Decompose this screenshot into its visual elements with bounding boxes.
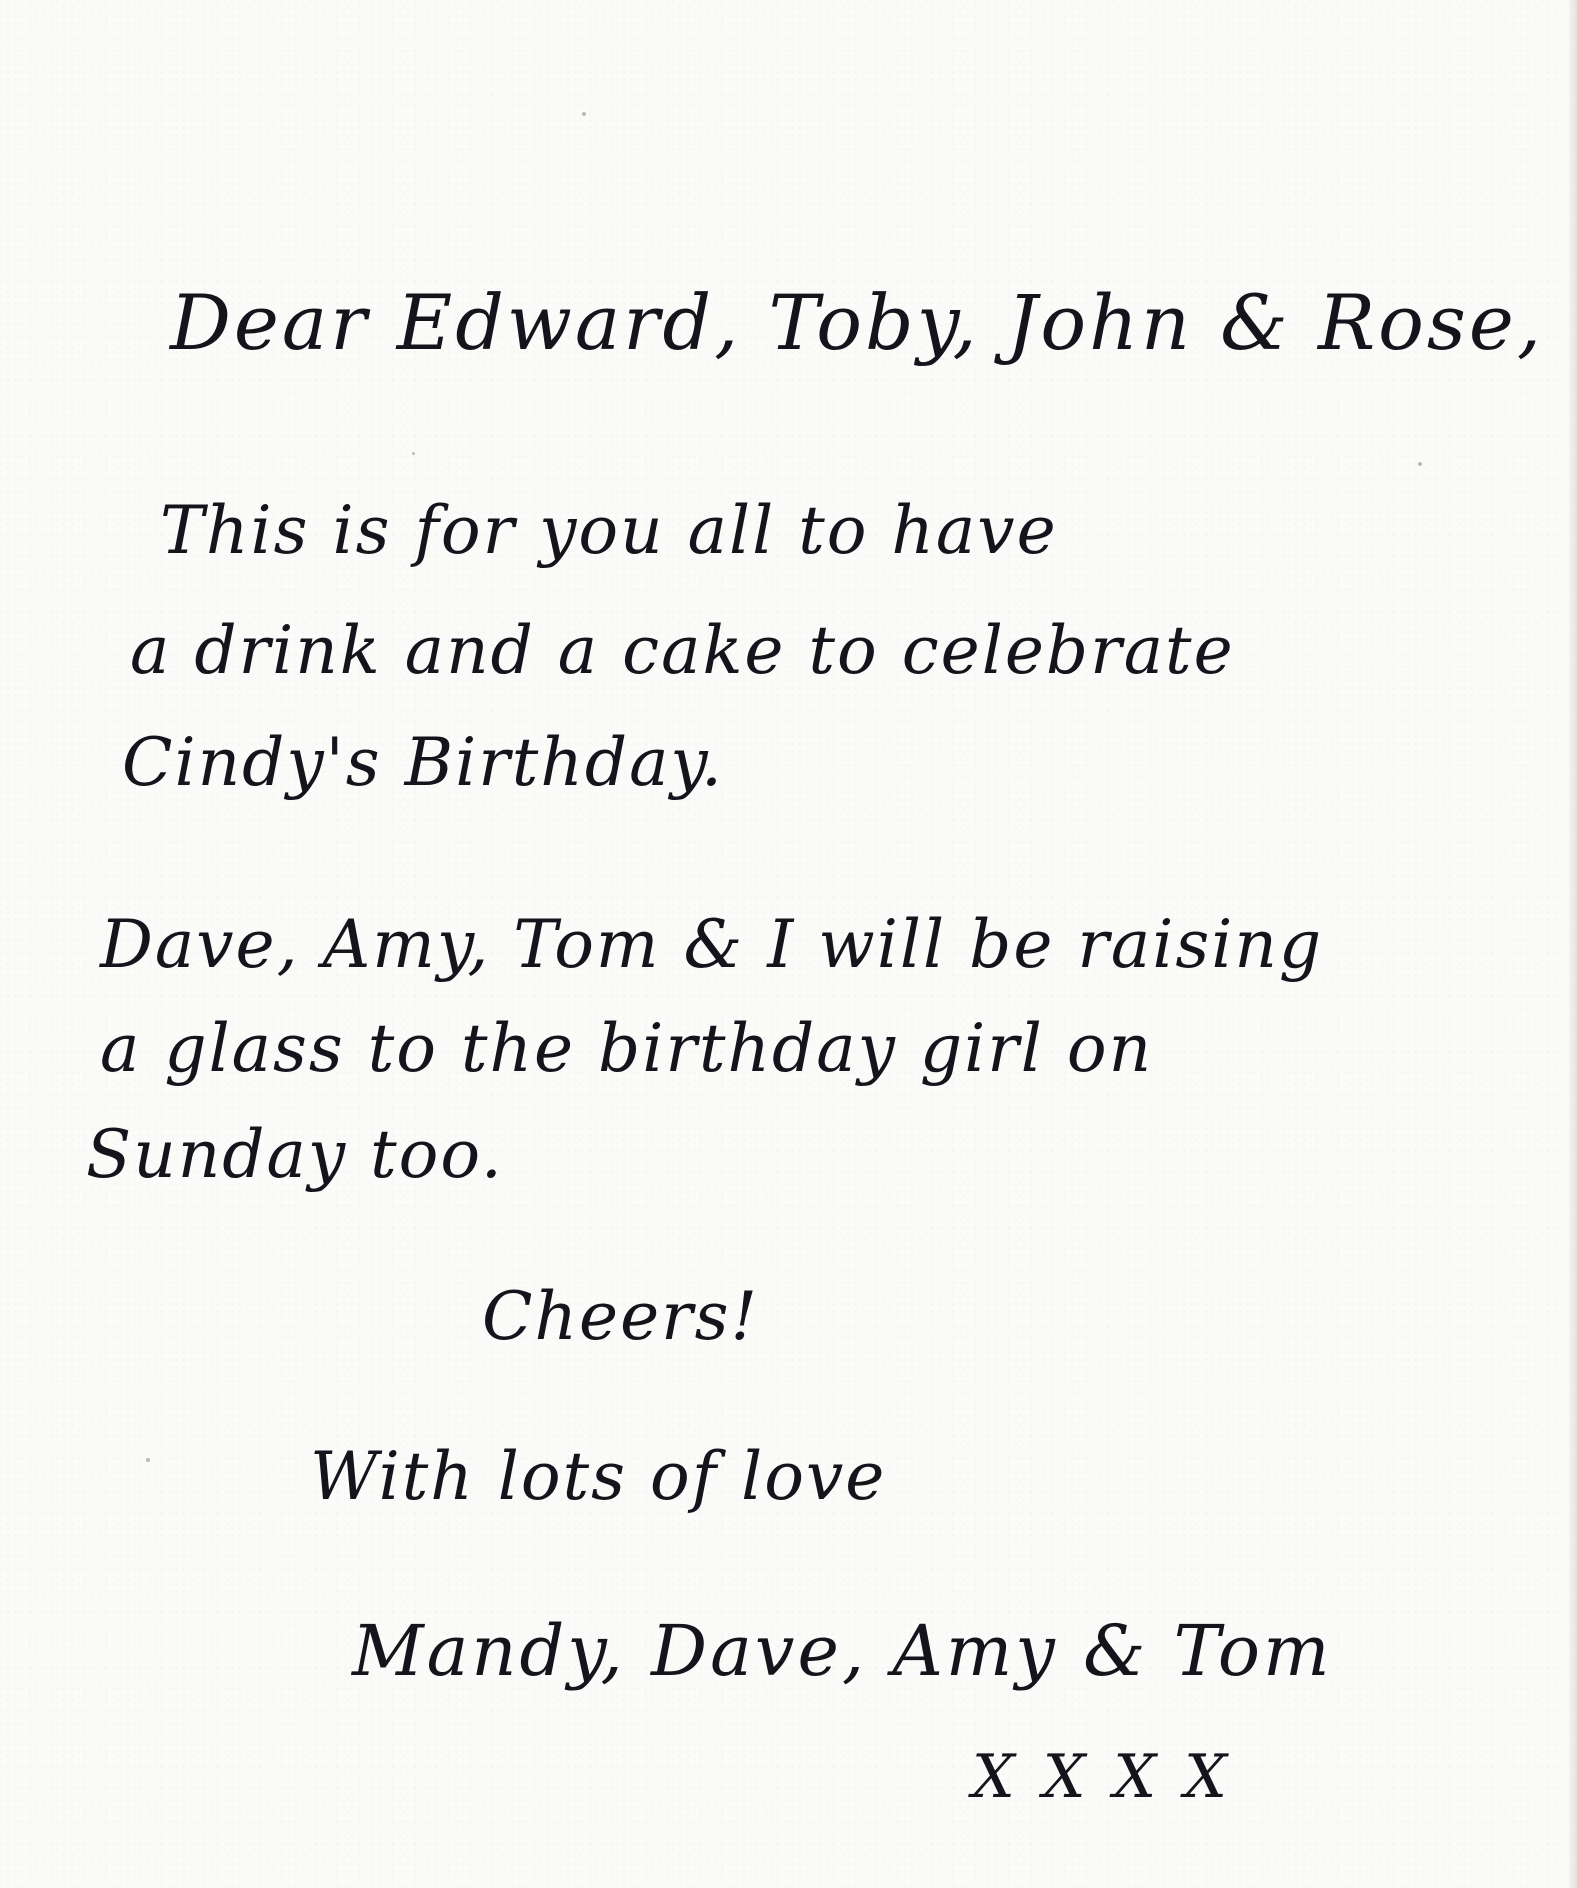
- signature-line: Mandy, Dave, Amy & Tom: [352, 1610, 1333, 1692]
- paragraph1-line-2: a drink and a cake to celebrate: [130, 612, 1235, 689]
- paragraph2-line-2: a glass to the birthday girl on: [100, 1010, 1154, 1087]
- paper-speck: [582, 112, 586, 116]
- paper-speck: [1418, 462, 1422, 466]
- greeting-line: Dear Edward, Toby, John & Rose,: [170, 278, 1545, 367]
- paragraph2-line-3: Sunday too.: [86, 1116, 504, 1193]
- card-edge-shadow: [1569, 0, 1577, 1888]
- closing-line: With lots of love: [310, 1438, 887, 1515]
- cheers-line: Cheers!: [482, 1278, 760, 1355]
- paper-speck: [146, 1458, 150, 1462]
- kisses: XXXX: [972, 1742, 1255, 1812]
- paragraph1-line-3: Cindy's Birthday.: [122, 724, 724, 801]
- paragraph2-line-1: Dave, Amy, Tom & I will be raising: [100, 906, 1324, 983]
- paragraph1-line-1: This is for you all to have: [160, 492, 1058, 569]
- paper-speck: [412, 452, 415, 455]
